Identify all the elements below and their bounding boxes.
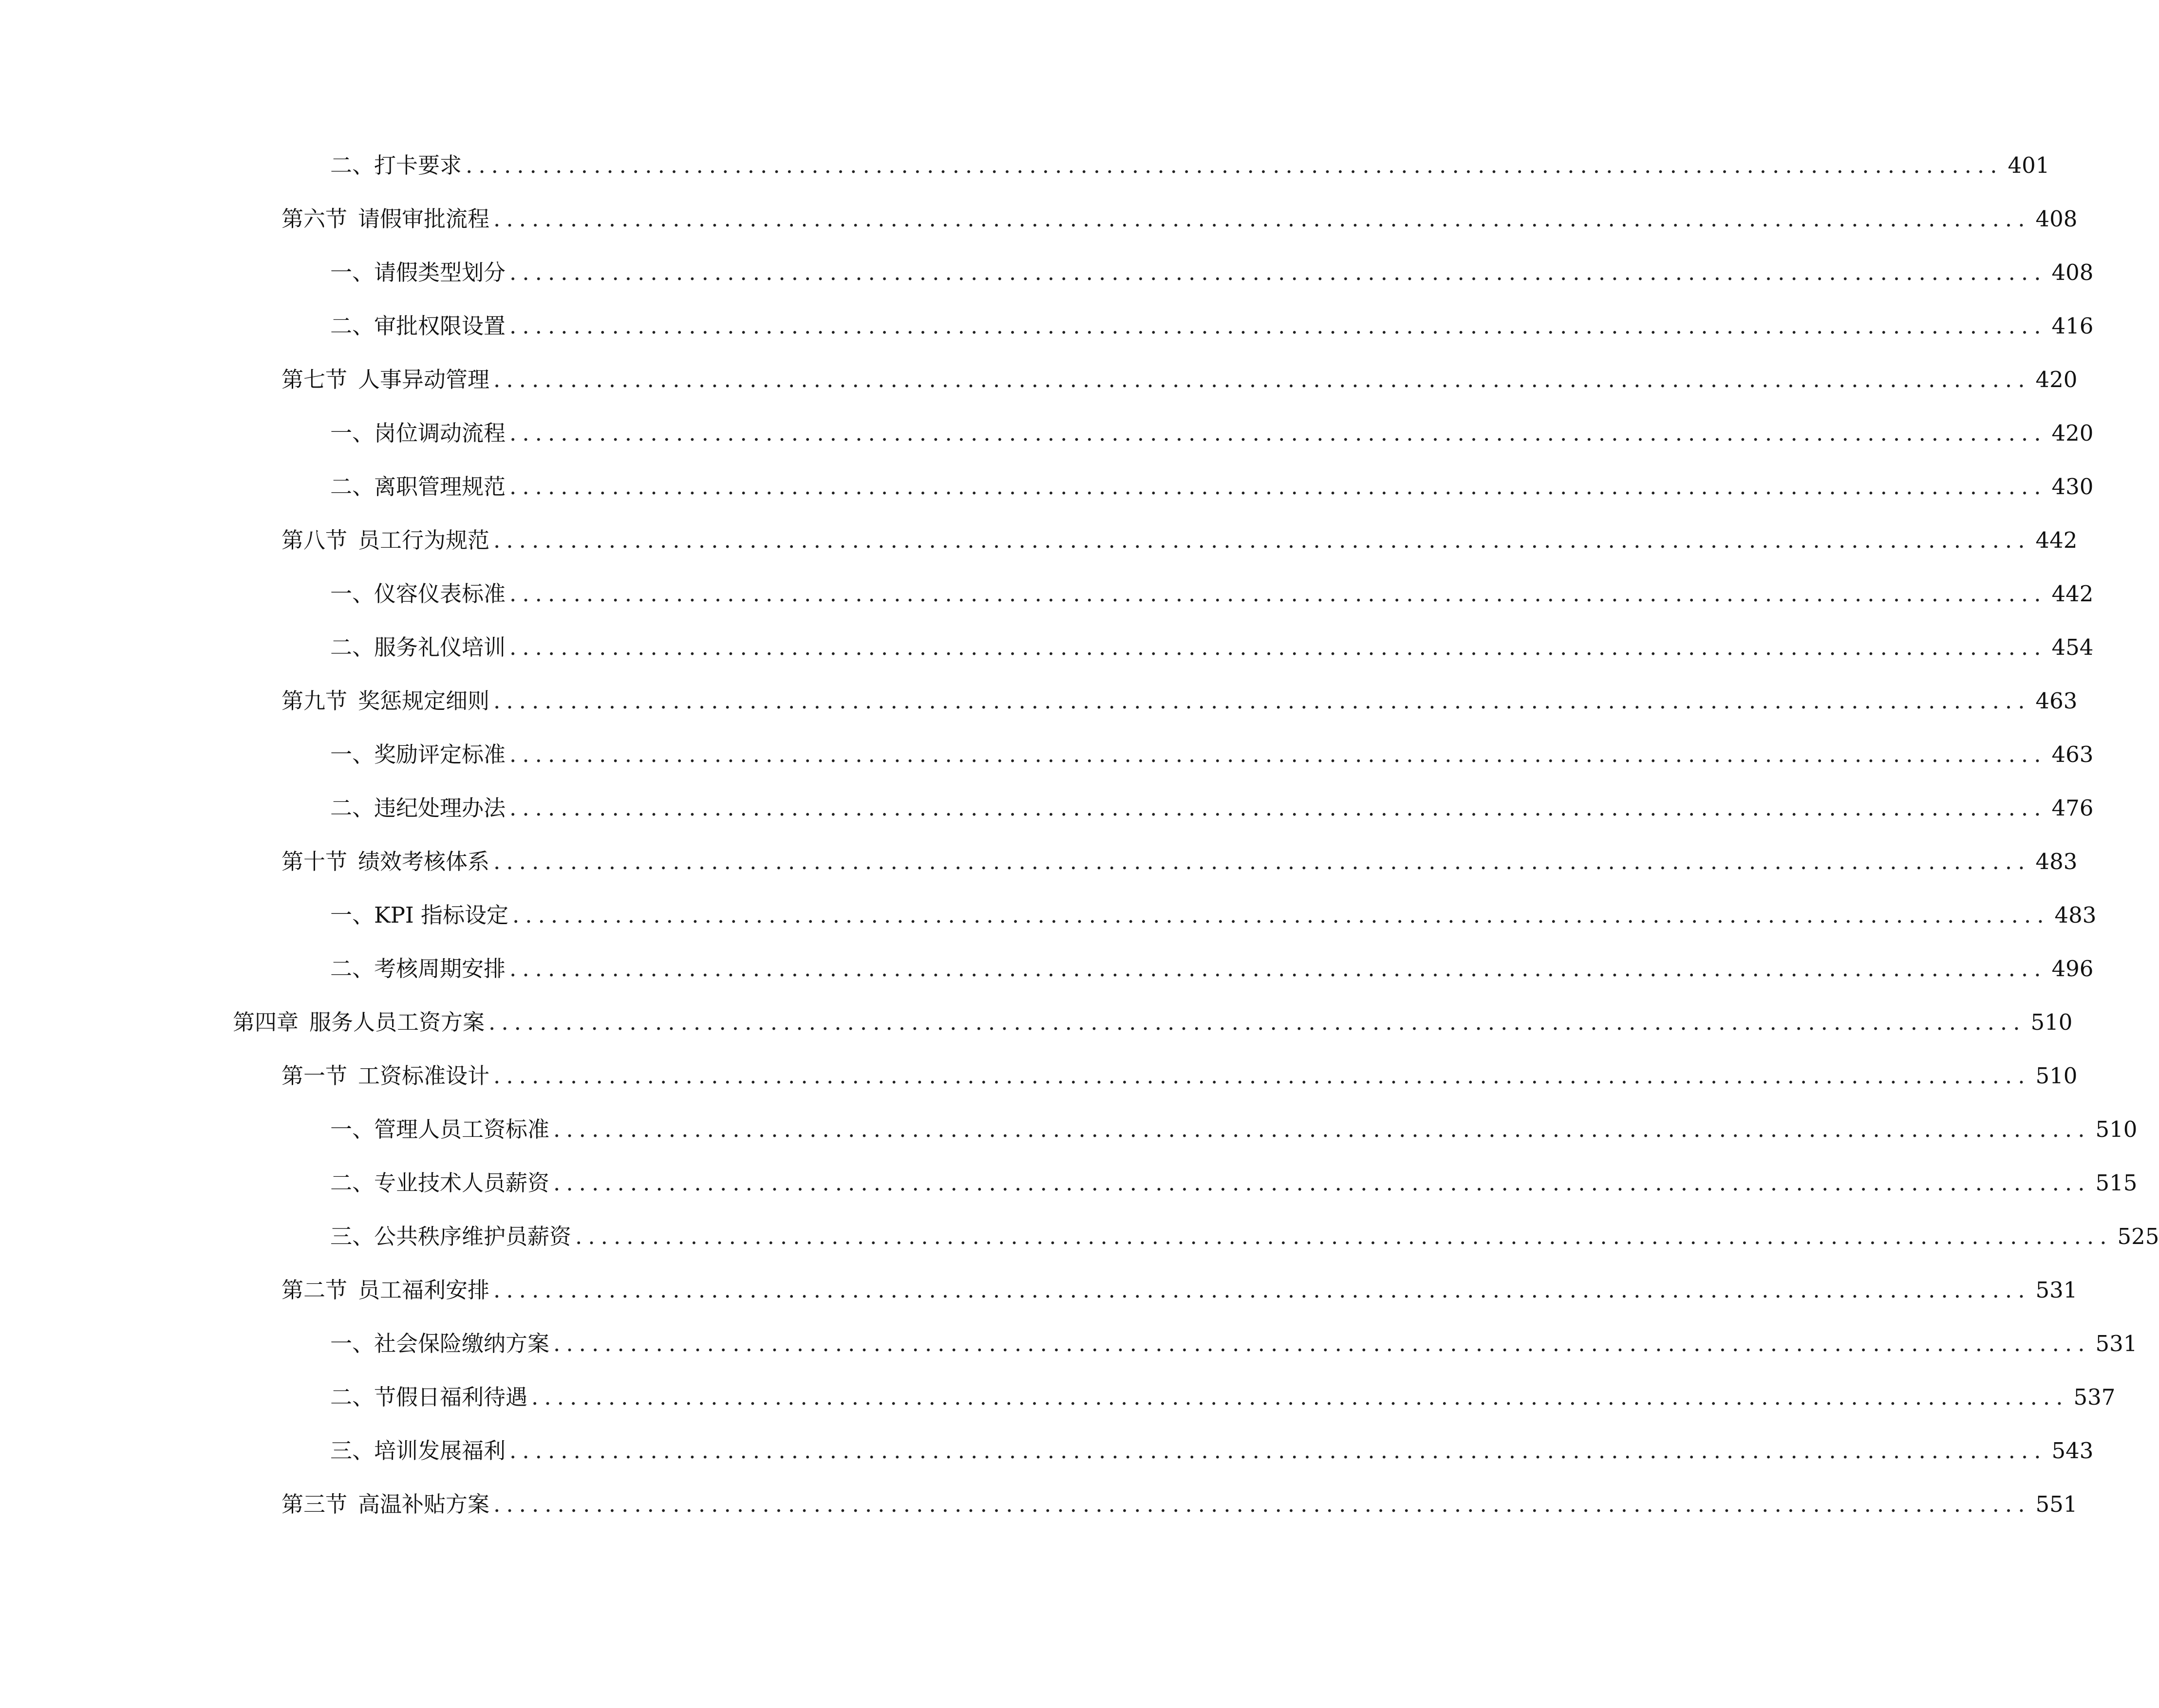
toc-entry-title: 审批权限设置: [374, 313, 506, 339]
toc-dot-leader: ........................................................................................................................: [509, 956, 2047, 982]
toc-entry-title: 岗位调动流程: [374, 420, 506, 446]
toc-entry-page-number: 496: [2051, 956, 2094, 982]
toc-entry-page-number: 463: [2051, 742, 2094, 767]
toc-entry-number: 一、: [330, 1116, 375, 1142]
toc-dot-leader: ........................................................................................................................: [493, 1277, 2031, 1303]
toc-entry-title: 工资标准设计: [358, 1063, 490, 1089]
toc-dot-leader: ........................................................................................................................: [509, 581, 2047, 607]
toc-entry-page-number: 408: [2035, 206, 2078, 232]
toc-entry-page-number: 463: [2035, 688, 2078, 714]
toc-entry-page-number: 430: [2051, 474, 2094, 500]
toc-entry-number: 一、: [330, 742, 375, 767]
toc-entry[interactable]: [282, 1057, 2078, 1095]
toc-entry[interactable]: [282, 200, 2078, 239]
toc-entry-page-number: 420: [2035, 367, 2078, 392]
toc-entry[interactable]: [330, 1217, 2159, 1256]
toc-entry-title: 培训发展福利: [374, 1438, 506, 1464]
toc-entry[interactable]: [330, 146, 2050, 185]
toc-entry-title: 公共秩序维护员薪资: [374, 1224, 572, 1249]
toc-entry[interactable]: [330, 735, 2094, 774]
toc-entry[interactable]: [282, 1271, 2078, 1310]
toc-entry-page-number: 476: [2051, 795, 2094, 821]
toc-entry-number: 一、: [330, 902, 375, 928]
toc-entry-title: 高温补贴方案: [358, 1491, 490, 1517]
toc-entry-title: 专业技术人员薪资: [374, 1170, 550, 1196]
toc-entry-page-number: 442: [2051, 581, 2094, 607]
toc-entry[interactable]: [330, 1164, 2138, 1203]
toc-entry-page-number: 401: [2008, 152, 2050, 178]
toc-dot-leader: ........................................................................................................................: [509, 474, 2047, 500]
toc-entry[interactable]: [330, 628, 2094, 667]
toc-dot-leader: ........................................................................................................................: [553, 1116, 2091, 1142]
toc-entry-page-number: 510: [2030, 1009, 2073, 1035]
toc-entry[interactable]: [330, 789, 2094, 828]
toc-entry-page-number: 537: [2073, 1384, 2116, 1410]
toc-entry[interactable]: [330, 575, 2094, 613]
toc-entry-title: 请假类型划分: [374, 260, 506, 285]
toc-entry[interactable]: [330, 414, 2094, 453]
toc-entry[interactable]: [330, 1110, 2138, 1149]
toc-entry-title: 社会保险缴纳方案: [374, 1331, 550, 1356]
toc-entry-title: 员工行为规范: [358, 527, 490, 553]
toc-entry[interactable]: [330, 467, 2094, 506]
toc-entry-title: 管理人员工资标准: [374, 1116, 550, 1142]
toc-entry-title: 节假日福利待遇: [374, 1384, 528, 1410]
toc-dot-leader: ........................................................................................................................: [493, 1491, 2031, 1517]
toc-entry[interactable]: [282, 682, 2078, 721]
toc-entry-number: 二、: [330, 474, 375, 500]
toc-entry[interactable]: [233, 1003, 2073, 1042]
toc-dot-leader: ........................................................................................................................: [509, 742, 2047, 767]
toc-entry-number: 一、: [330, 1331, 375, 1356]
toc-entry-title: KPI 指标设定: [374, 902, 508, 928]
toc-entry-number: 第四章: [233, 1009, 299, 1035]
toc-entry-number: 二、: [330, 313, 375, 339]
toc-entry-title: 离职管理规范: [374, 474, 506, 500]
toc-entry-page-number: 483: [2035, 849, 2078, 874]
toc-entry-page-number: 442: [2035, 527, 2078, 553]
toc-dot-leader: ........................................................................................................................: [493, 527, 2031, 553]
toc-entry-page-number: 483: [2054, 902, 2097, 928]
toc-dot-leader: ........................................................................................................................: [493, 206, 2031, 232]
toc-entry-page-number: 510: [2095, 1116, 2138, 1142]
toc-entry-title: 服务礼仪培训: [374, 634, 506, 660]
toc-entry-number: 一、: [330, 420, 375, 446]
toc-entry-number: 第九节: [282, 688, 348, 714]
toc-dot-leader: ........................................................................................................................: [509, 1438, 2047, 1464]
toc-entry-page-number: 510: [2035, 1063, 2078, 1089]
toc-entry-number: 二、: [330, 152, 375, 178]
toc-entry-number: 第七节: [282, 367, 348, 392]
toc-entry-number: 二、: [330, 795, 375, 821]
toc-entry-title: 人事异动管理: [358, 367, 490, 392]
toc-entry[interactable]: [282, 521, 2078, 560]
toc-entry[interactable]: [330, 307, 2094, 346]
toc-entry[interactable]: [330, 949, 2094, 988]
toc-entry-title: 仪容仪表标准: [374, 581, 506, 607]
toc-entry[interactable]: [282, 842, 2078, 881]
toc-entry-page-number: 551: [2035, 1491, 2078, 1517]
toc-dot-leader: ........................................................................................................................: [509, 634, 2047, 660]
toc-entry-page-number: 531: [2035, 1277, 2078, 1303]
toc-entry-number: 二、: [330, 956, 375, 982]
toc-entry-number: 二、: [330, 1170, 375, 1196]
toc-entry-number: 第二节: [282, 1277, 348, 1303]
toc-dot-leader: ........................................................................................................................: [493, 1063, 2031, 1089]
toc-entry-title: 绩效考核体系: [358, 849, 490, 874]
toc-entry-number: 三、: [330, 1438, 375, 1464]
toc-entry[interactable]: [282, 360, 2078, 399]
toc-dot-leader: ........................................................................................................................: [509, 420, 2047, 446]
toc-entry-title: 奖励评定标准: [374, 742, 506, 767]
toc-dot-leader: ........................................................................................................................: [531, 1384, 2069, 1410]
toc-dot-leader: ........................................................................................................................: [509, 313, 2047, 339]
toc-entry[interactable]: [282, 1485, 2078, 1524]
toc-dot-leader: ........................................................................................................................: [466, 152, 2003, 178]
toc-entry-number: 二、: [330, 1384, 375, 1410]
toc-dot-leader: ........................................................................................................................: [493, 688, 2031, 714]
toc-entry-number: 第十节: [282, 849, 348, 874]
toc-dot-leader: ........................................................................................................................: [575, 1224, 2113, 1249]
toc-dot-leader: ........................................................................................................................: [553, 1170, 2091, 1196]
toc-entry-page-number: 543: [2051, 1438, 2094, 1464]
toc-entry-title: 请假审批流程: [358, 206, 490, 232]
toc-entry-page-number: 515: [2095, 1170, 2138, 1196]
toc-dot-leader: ........................................................................................................................: [509, 260, 2047, 285]
toc-entry-number: 一、: [330, 260, 375, 285]
toc-dot-leader: ........................................................................................................................: [488, 1009, 2026, 1035]
toc-entry-number: 第三节: [282, 1491, 348, 1517]
toc-entry-title: 打卡要求: [374, 152, 462, 178]
toc-entry-number: 三、: [330, 1224, 375, 1249]
toc-entry-number: 第六节: [282, 206, 348, 232]
toc-entry-title: 员工福利安排: [358, 1277, 490, 1303]
toc-entry[interactable]: [330, 1324, 2138, 1363]
toc-entry-page-number: 531: [2095, 1331, 2138, 1356]
toc-entry-page-number: 408: [2051, 260, 2094, 285]
toc-entry[interactable]: [330, 1431, 2094, 1470]
toc-entry-number: 第一节: [282, 1063, 348, 1089]
toc-entry-title: 服务人员工资方案: [309, 1009, 485, 1035]
toc-entry-title: 考核周期安排: [374, 956, 506, 982]
toc-entry-title: 违纪处理办法: [374, 795, 506, 821]
toc-dot-leader: ........................................................................................................................: [553, 1331, 2091, 1356]
toc-entry-page-number: 525: [2117, 1224, 2159, 1249]
toc-dot-leader: ........................................................................................................................: [493, 367, 2031, 392]
toc-dot-leader: ........................................................................................................................: [509, 795, 2047, 821]
toc-entry[interactable]: [330, 1378, 2116, 1417]
toc-entry[interactable]: [330, 253, 2094, 292]
toc-entry-title: 奖惩规定细则: [358, 688, 490, 714]
toc-entry-number: 二、: [330, 634, 375, 660]
toc-dot-leader: ........................................................................................................................: [512, 902, 2050, 928]
toc-dot-leader: ........................................................................................................................: [493, 849, 2031, 874]
toc-entry[interactable]: [330, 896, 2097, 935]
toc-entry-page-number: 416: [2051, 313, 2094, 339]
toc-entry-number: 第八节: [282, 527, 348, 553]
toc-entry-page-number: 420: [2051, 420, 2094, 446]
toc-entry-number: 一、: [330, 581, 375, 607]
toc-entry-page-number: 454: [2051, 634, 2094, 660]
